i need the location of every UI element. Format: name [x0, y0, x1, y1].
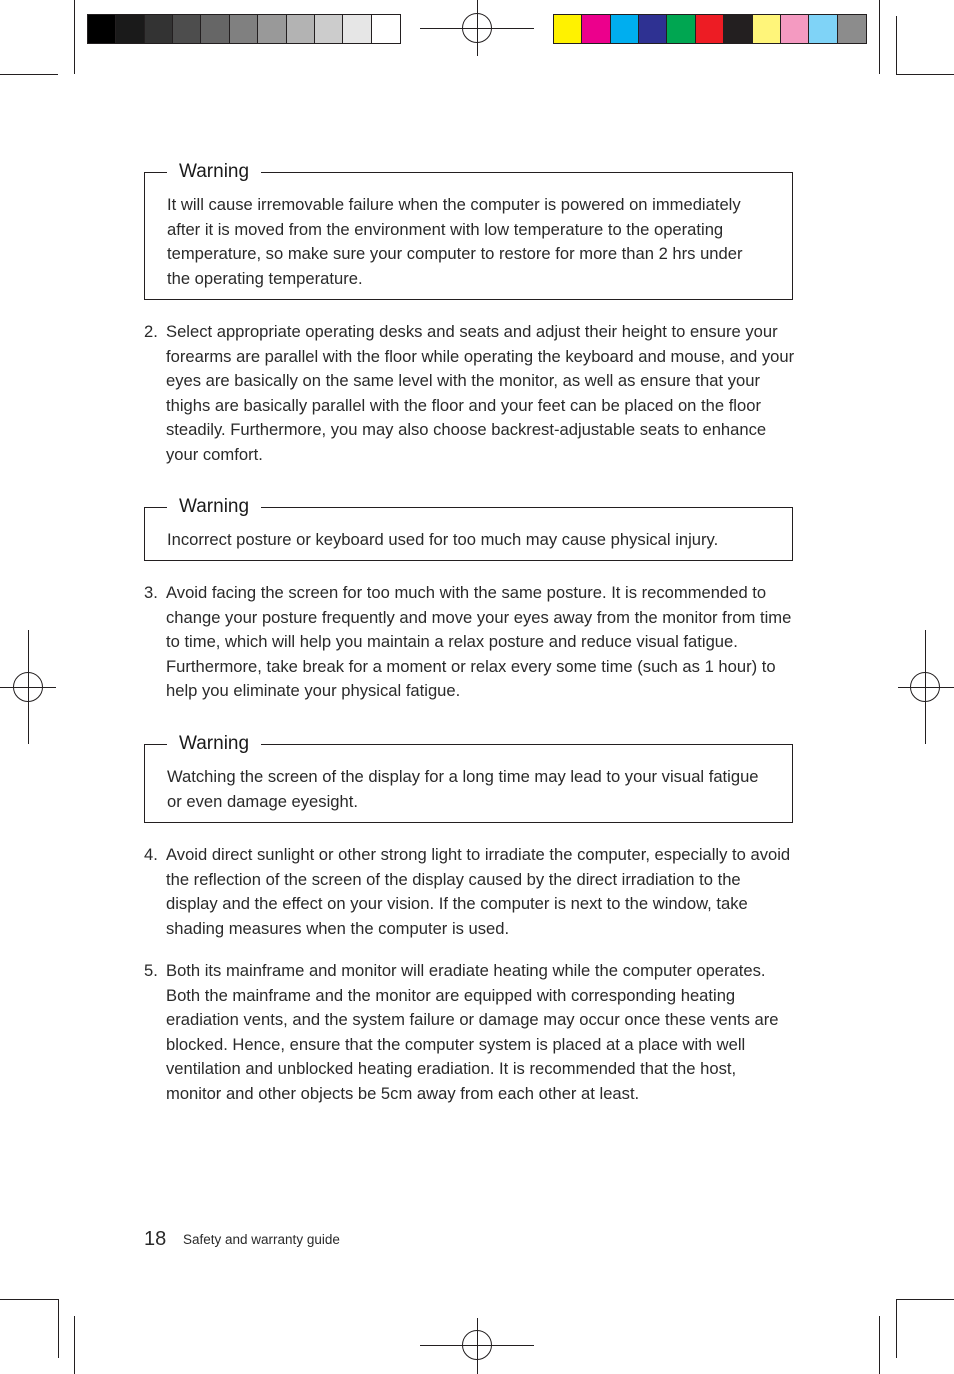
color-swatch [611, 15, 639, 43]
color-swatch [372, 15, 400, 43]
warning-box-posture [144, 496, 793, 561]
item-text: Avoid facing the screen for too much with the same posture. It is recommended to change your posture frequently and move your eyes away from the monitor from time to time, which will help you maintain a relax posture and reduce visual fatigue. Furthermore, take break for a moment or relax every some time (such as 1 hour) to help you eliminate your physical fatigue. [166, 583, 792, 701]
color-swatch [838, 15, 866, 43]
item-number: 2. [144, 322, 158, 341]
color-swatch [667, 15, 695, 43]
item-text: Both its mainframe and monitor will eradiate heating while the computer operates. Both the mainframe and the monitor are equipped with corresponding heating eradiation vents, and the system failure or damage may occur once these vents are blocked. Hence, ensure that the computer system is placed at a place with well ventilation and unblocked heating eradiation. It is recommended that the host, monitor and other objects be 5cm away from each other at least. [166, 961, 779, 1103]
color-swatch [696, 15, 724, 43]
color-swatch [343, 15, 371, 43]
warning-title: Warning [167, 159, 261, 185]
color-swatch [88, 15, 116, 43]
color-swatch [287, 15, 315, 43]
warning-text: Watching the screen of the display for a long time may lead to your visual fatigue or even damage eyesight. [167, 767, 759, 811]
warning-text: Incorrect posture or keyboard used for too much may cause physical injury. [167, 530, 719, 549]
list-item [144, 843, 796, 941]
item-number: 4. [144, 845, 158, 864]
color-swatch [230, 15, 258, 43]
color-swatch [753, 15, 781, 43]
color-swatch [781, 15, 809, 43]
list-item [144, 320, 796, 468]
warning-title: Warning [167, 494, 261, 520]
page-number: 18 [144, 1228, 167, 1250]
color-swatch [724, 15, 752, 43]
color-swatch [809, 15, 837, 43]
grayscale-calibration-bar [87, 14, 401, 44]
list-item [144, 581, 796, 704]
item-text: Select appropriate operating desks and seats and adjust their height to ensure your forearms are parallel with the floor while operating the keyboard and mouse, and your eyes are basically on the same level with the monitor, as well as ensure that your thighs are basically parallel with the floor and your feet can be placed on the floor steadily. Furthermore, you may also choose backrest-adjustable seats to enhance your comfort. [166, 322, 795, 464]
warning-title: Warning [167, 731, 261, 757]
warning-text: It will cause irremovable failure when the computer is powered on immediately after it is moved from the environment with low temperature to the operating temperature, so make sure your computer to restore for more than 2 hrs under the operating temperature. [167, 195, 743, 288]
color-swatch [201, 15, 229, 43]
color-swatch [116, 15, 144, 43]
warning-box-temperature [144, 161, 793, 300]
color-swatch [258, 15, 286, 43]
item-text: Avoid direct sunlight or other strong light to irradiate the computer, especially to avoid the reflection of the screen of the display caused by the direct irradiation to the display and the effect on your vision. If the computer is next to the window, take shading measures when the computer is used. [166, 845, 791, 938]
color-calibration-bar [553, 14, 867, 44]
list-item [144, 959, 796, 1107]
color-swatch [639, 15, 667, 43]
item-number: 5. [144, 961, 158, 980]
color-swatch [173, 15, 201, 43]
item-number: 3. [144, 583, 158, 602]
warning-box-eyesight [144, 733, 793, 823]
color-swatch [145, 15, 173, 43]
color-swatch [554, 15, 582, 43]
color-swatch [582, 15, 610, 43]
color-swatch [315, 15, 343, 43]
guide-title: Safety and warranty guide [183, 1232, 340, 1247]
